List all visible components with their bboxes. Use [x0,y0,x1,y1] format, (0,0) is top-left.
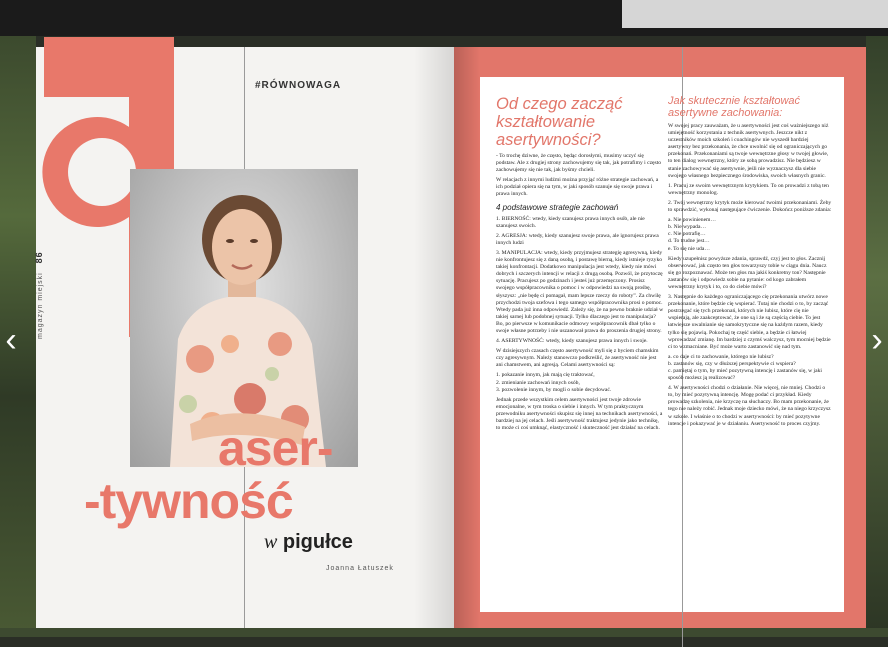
paragraph: W relacjach z innymi ludźmi można przyjąć różne strategie zachowań, a ich podział opiera się na tym, w jaki sposób szanuje się swoje prawa i prawa innych. [496,177,659,198]
viewer-toolbar [0,0,888,36]
paragraph: W dzisiejszych czasach często asertywność myli się z byciem chamskim czy agresywnym. Należy stanowczo podkreślić, że asertywność nie jest ani chamstwem, ani agresją. Celami asertywności są: [496,348,659,369]
magazine-left-page [36,47,454,628]
list-item: 3. pozwolenie innym, by mogli o sobie decydować. [496,386,612,393]
list-item: a. Nie powinienem… [668,217,717,224]
next-page-arrow-icon[interactable]: › [871,321,883,359]
gutter-shadow-right [454,47,480,628]
list-item: e. To się nie uda… [668,245,710,252]
list-item: c. pamiętaj o tym, by mieć pozytywną intencję i zastanów się, w jaki sposób możesz ją realizować? [668,368,822,382]
text-column-1 [496,77,664,435]
column1-heading: Od czego zacząć kształtowanie asertywności? [496,95,623,149]
list-item: c. Nie potrafię… [668,231,706,238]
search-field[interactable] [622,0,888,28]
list-item: a. co daje ci to zachowanie, którego nie lubisz? [668,353,774,360]
strategy-4: 4. ASERTYWNOŚĆ: wtedy, kiedy szanujesz prawa innych i swoje. [496,338,648,345]
exercise-list [668,217,832,252]
magazine-right-page [454,47,866,628]
magazine-name: magazyn miejski [37,272,44,339]
article-title-line1: aser- [218,420,333,476]
subtitle-pigulce: pigułce [282,531,353,553]
list-item: 2. zmienianie zachowań innych osób, [496,379,580,386]
list-item: d. To trudne jest… [668,238,710,245]
article-title-line2: -tywność [84,473,293,529]
reflection-list [668,354,832,382]
section-hashtag: #RÓWNOWAGA [255,80,342,91]
author-name: Joanna Łatuszek [326,565,394,572]
paragraph: Jednak przede wszystkim celem asertywności jest twoje zdrowie emocjonalne, w tym troska o siebie i innych. W tym praktycznym przewodniku asertywności skupisz się innej na technikach asertywności, a bardziej na jej celach. Jeśli asertywność traktujesz jedynie jako technikę, to może ci coś umknąć, elastyczność i skuteczność jest działać na celach. [496,396,663,432]
list-item: 1. pokazanie innym, jak mają cię traktować, [496,372,595,379]
background-bottom [0,628,888,637]
paragraph: - To trochę dziwne, że często, będąc dorosłymi, musimy uczyć się podstaw. Ale z drugiej strony zachowujemy się tak, jak potrafimy i często zachowujemy się nie tak, jak byśmy chcieli. [496,153,662,174]
paragraph: 2. Twój wewnętrzny krytyk może kierować twoimi przekonaniami. Żeby to sprawdzić, wykonaj następujące ćwiczenie. Dokończ poniższe zdania: [668,199,832,214]
article-text-box [480,77,844,612]
strategy-2: 2. AGRESJA: wtedy, kiedy szanujesz swoje prawa, ale ignorujesz prawa innych ludzi [496,232,659,246]
paragraph: 4. W asertywności chodzi o działanie. Nie więcej, nie mniej. Chodzi o to, by mieć pozytywną intencję. Mogę podać ci przykład. Kiedy prowadzę szkolenia, nie krzyczę na słuchaczy. Bo mam przekonanie, że tego nie należy robić. Jednak moje dziecko mówi, że na niego krzyczysz w szkole. I właśnie o to chodzi w asertywności: by mieć pozytywne intencje i pokazywać je w działaniu. Asertywność to proces czyjmy. [668,385,831,427]
strategy-1: 1. BIERNOŚĆ: wtedy, kiedy szanujesz prawa innych osób, ale nie szanujesz swoich. [496,215,645,229]
subtitle-w: w [264,531,278,553]
goals-list [496,372,664,393]
paragraph: Kiedy uzupełnisz powyższe zdania, sprawdź, czyj jest to głos. Zacznij obserwować, jak często ten głos towarzyszy tobie w ciągu dnia. Naucz się go rozpoznawać. Może ten głos ma jakiś konkretny ton? Następnie zastanów się i odpowiedz sobie na pytanie: od kogo zabrałem wewnętrzny krytyk i to, co do ciebie mówi? [668,255,827,290]
paragraph: 3. Następnie do każdego ograniczającego cię przekonania utwórz nowe przekonanie, które będzie cię wspierać. Tutaj nie chodzi o to, by zacząć postrzegać się tych przekonań, których nie lubisz, które cię nie wspierają, ale zaakceptować, że one są i że są częścią ciebie. To jest łatwiejsze uwalnianie się samokrytyczne się na każdym razem, kiedy tylko się pojawią. Pokochaj tę część siebie, a będzie ci łatwiej wprowadzać zmianę. Im bardziej z czymś walczysz, tym mocniej będzie ci to wzmacniane. Być może warto zastanowić się nad tym. [668,294,831,350]
strategy-3: 3. MANIPULACJA: wtedy, kiedy przyjmujesz strategię agresywną, kiedy nie konfrontujesz się z daną osobą, i postawę bierną, kiedy istnieje ryzyko takiej konfrontacji. Dodatkowo manipulacja jest wtedy, kiedy nie mówi dobrych i szczerych intencji w relacji z drugą osobą. Pozwól, że przytoczę sytuację. Pracujesz po godzinach i jesteś już przemęczony. Prosisz swojego współpracownika o pomoc i w odpowiedzi na swoją prośbę, słyszysz: „nie będę ci pomagał, mam lepsze rzeczy do roboty”. Za chwilę przychodzi twoja szefowa i tego samego współpracownika prosi o pomoc. Wtedy pada już inna odpowiedź. Zależy się, że na pewno braknie udział w takiej sarnej lub podobnej sytuacji. Tylko dlaczego jest to manipulacja? Bo, po pierwsze w komunikacie odmowy współpracownik dbał tylko o swoje własne potrzeby i nie uszanował prawa do proszenia drugiej strony. [496,249,664,334]
previous-page-arrow-icon[interactable]: ‹ [5,321,17,359]
gutter-shadow [414,47,454,628]
page-footer-vertical [34,251,44,339]
text-column-2 [668,77,832,431]
list-item: b. Nie wypada… [668,224,707,231]
paragraph: 1. Pracuj ze swoim wewnętrznym krytykiem. To on prowadzi z tobą ten wewnętrzny monolog. [668,182,829,196]
article-subtitle [264,531,353,554]
strategies-subheading: 4 podstawowe strategie zachowań [496,202,619,212]
paragraph: W swojej pracy zauważam, że u asertywności jest coś ważniejszego niż umiejętność korzystania z technik asertywnych. Jeszcze nikt z uczestników moich szkoleń i coachingów nie wyszedł bardziej asertywny bez przekonania, że chce uwolnić się od ograniczających go przekonań. Przekonaniami są twoje wewnętrzne głosy w twojej głowie, to ten dialog wewnętrzny, który ze sobą prowadzisz. Nie będziesz w stanie zachowywać się asertywnie, jeśli nie wyznaczysz dla siebie swojego własnego bezpiecznego środowiska, swoich własnych granic. [668,123,829,179]
column2-heading: Jak skutecznie kształtować asertywne zachowania: [668,95,801,119]
page-number: 86 [34,251,44,264]
list-item: b. zastanów się, czy w dłuższej perspektywie ci wspiera? [668,360,796,367]
